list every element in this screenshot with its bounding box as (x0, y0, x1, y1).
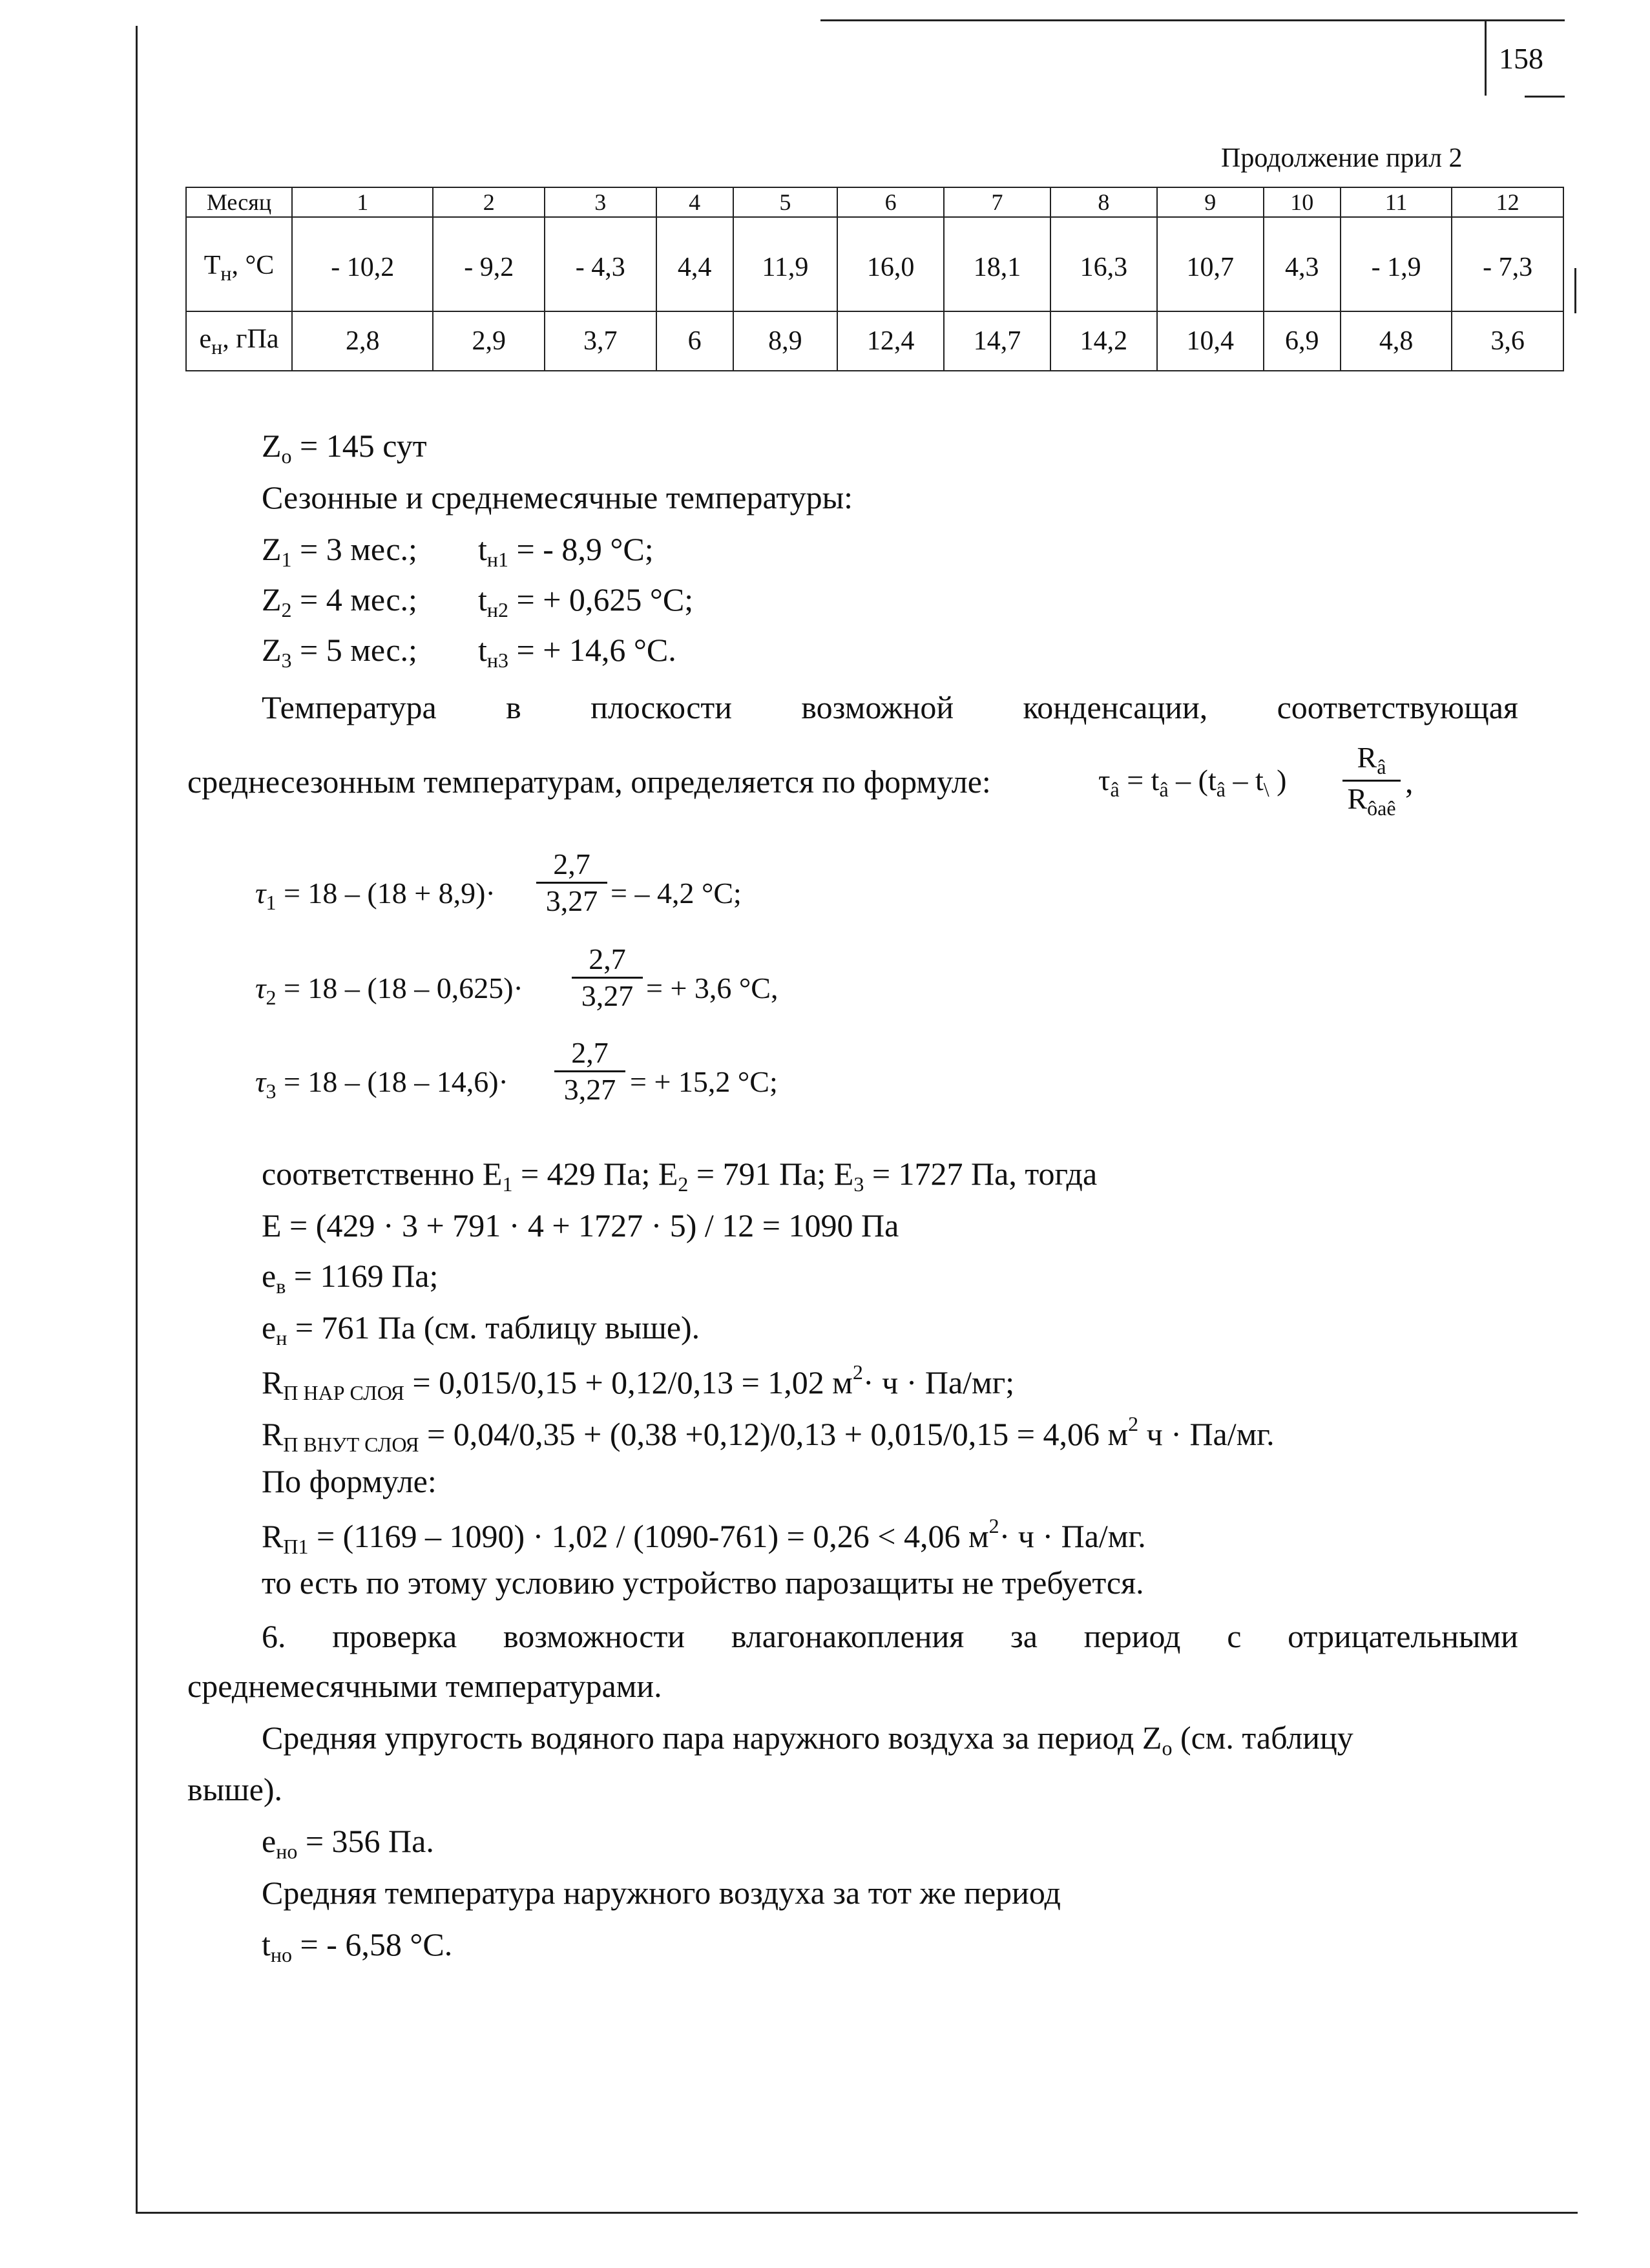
month-cell: 3 (545, 187, 656, 217)
fraction-numerator: $R_â$ (1357, 741, 1386, 778)
rp-outer-layer-line: $R_{П НАР СЛОЯ} = 0,015/0,15 + 0,12/0,13 = 1,02$ $м^2\cdot ч \cdot Па/мг$; (262, 1360, 1015, 1404)
eno-line: $e_{но} = 356$ Па. (262, 1823, 434, 1863)
rp1-line: $R_{П1} = (1169 - 1090) \cdot 1,02 / (1090-761) = 0,26 < 4,06$ $м^2\cdot ч \cdot Па/мг$. (262, 1514, 1146, 1558)
t2-line: $t_{н2}$ = + 0,625 °С; (478, 581, 694, 621)
month-cell: 5 (733, 187, 838, 217)
right-margin-mark (1574, 268, 1576, 313)
month-cell: 7 (944, 187, 1050, 217)
seasonal-heading: Сезонные и среднемесячные температуры: (262, 479, 853, 515)
tau3-fraction: 2,7 3,27 (554, 1038, 625, 1105)
table-cell: 6,9 (1264, 311, 1341, 371)
tau3-left: $\tau_3 = 18 - (18 - 14,6)\cdot$ (255, 1065, 508, 1103)
by-formula-line: По формуле: (262, 1463, 437, 1499)
month-cell: 6 (837, 187, 944, 217)
temperature-paragraph-line2: среднесезонным температурам, определяется по формуле: (187, 764, 991, 800)
temperature-row-label: $Т_н$, °С (186, 217, 292, 311)
table-cell: 3,7 (545, 311, 656, 371)
tno-line: $t_{но}$ = - 6,58 °С. (262, 1926, 453, 1966)
table-cell: 2,9 (433, 311, 545, 371)
tau2-fraction: 2,7 3,27 (572, 944, 643, 1011)
bottom-border (136, 2212, 1578, 2214)
ev-line: $e_в = 1169$ Па; (262, 1258, 439, 1298)
tau2-left: $\tau_2 = 18 - (18 - 0,625)\cdot$ (255, 972, 523, 1009)
month-cell: 9 (1157, 187, 1264, 217)
continuation-label: Продолжение прил 2 (1221, 143, 1463, 173)
t1-line: $t_{н1}$ = - 8,9 °С; (478, 531, 654, 571)
z1-line: $Z_1 = 3$ мес.; (262, 531, 417, 571)
table-cell: 3,6 (1452, 311, 1563, 371)
table-cell: 18,1 (944, 217, 1050, 311)
table-cell: 12,4 (837, 311, 944, 371)
table-row-vapor-pressure (186, 311, 1563, 371)
month-cell: 1 (292, 187, 433, 217)
page-number: 158 (1499, 42, 1543, 75)
page-box-bottom (1525, 96, 1565, 98)
E-line: E = (429 · 3 + 791 · 4 + 1727 · 5) / 12 = 1090 Па (262, 1207, 899, 1243)
table-cell: 16,0 (837, 217, 944, 311)
rp-inner-layer-line: $R_{П ВНУТ СЛОЯ} = 0,04/0,35 + (0,38 +0,12)/0,13 + 0,015/0,15 = 4,06$ $м^2$ ч · Па/мг. (262, 1412, 1275, 1456)
tau2-right: = + 3,6 °C, (646, 972, 778, 1004)
table-cell: - 10,2 (292, 217, 433, 311)
condensation-formula: $\tau_â = t_â - (t_â - t_\backslash$ ) (1098, 764, 1287, 801)
table-cell: 8,9 (733, 311, 838, 371)
month-cell: 2 (433, 187, 545, 217)
section6-line1: 6. проверка возможности влагонакопления за период с отрицательными (262, 1618, 1518, 1654)
table-cell: - 4,3 (545, 217, 656, 311)
table-row-temperature (186, 217, 1563, 311)
left-border (136, 26, 138, 2212)
avg-temperature-line: Средняя температура наружного воздуха за тот же период (262, 1875, 1061, 1911)
table-cell: 2,8 (292, 311, 433, 371)
table-cell: 14,7 (944, 311, 1050, 371)
respectively-line: соответственно $E_1 = 429$ Па; $E_2 = 791$ Па; $E_3 = 1727$ Па, тогда (262, 1156, 1098, 1196)
month-cell: 12 (1452, 187, 1563, 217)
en-line: $e_н = 761$ Па (см. таблицу выше). (262, 1309, 700, 1349)
header-label: Месяц (186, 187, 292, 217)
z0-line: $Z_о = 145$ сут (262, 428, 427, 468)
table-cell: - 9,2 (433, 217, 545, 311)
table-cell: - 7,3 (1452, 217, 1563, 311)
tau1-right: = – 4,2 °C; (611, 877, 742, 910)
conclusion-line: то есть по этому условию устройство парозащиты не требуется. (262, 1565, 1144, 1601)
month-cell: 10 (1264, 187, 1341, 217)
tau3-right: = + 15,2 °C; (630, 1065, 778, 1098)
table-cell: 6 (656, 311, 733, 371)
table-cell: 4,3 (1264, 217, 1341, 311)
table-cell: 11,9 (733, 217, 838, 311)
condensation-formula-fraction (1342, 743, 1401, 818)
tau1-left: $\tau_1 = 18 - (18 + 8,9)\cdot$ (255, 877, 496, 914)
table-header-row (186, 187, 1563, 217)
month-cell: 4 (656, 187, 733, 217)
tau1-fraction: 2,7 3,27 (536, 849, 607, 916)
z3-line: $Z_3 = 5$ мес.; (262, 632, 417, 672)
top-rule (820, 19, 1565, 21)
section6-line2: среднемесячными температурами. (187, 1668, 662, 1704)
z2-line: $Z_2 = 4$ мес.; (262, 581, 417, 621)
climate-table (185, 187, 1564, 371)
avg-pressure-line1: Средняя упругость водяного пара наружного воздуха за период $Z_о$ (см. таблицу (262, 1720, 1353, 1760)
formula-comma: , (1405, 764, 1414, 800)
month-cell: 11 (1341, 187, 1452, 217)
table-cell: 10,7 (1157, 217, 1264, 311)
page-box-left (1485, 19, 1487, 96)
avg-pressure-line2: выше). (187, 1771, 283, 1807)
table-cell: 14,2 (1050, 311, 1157, 371)
t3-line: $t_{н3}$ = + 14,6 °С. (478, 632, 676, 672)
temperature-paragraph-line1: Температура в плоскости возможной конденсации, соответствующая (262, 689, 1518, 725)
table-cell: - 1,9 (1341, 217, 1452, 311)
fraction-denominator: $R_{ôaê}$ (1347, 782, 1396, 820)
table-cell: 4,4 (656, 217, 733, 311)
month-cell: 8 (1050, 187, 1157, 217)
vapor-row-label: $е_н$, гПа (186, 311, 292, 371)
table-cell: 4,8 (1341, 311, 1452, 371)
table-cell: 10,4 (1157, 311, 1264, 371)
table-cell: 16,3 (1050, 217, 1157, 311)
